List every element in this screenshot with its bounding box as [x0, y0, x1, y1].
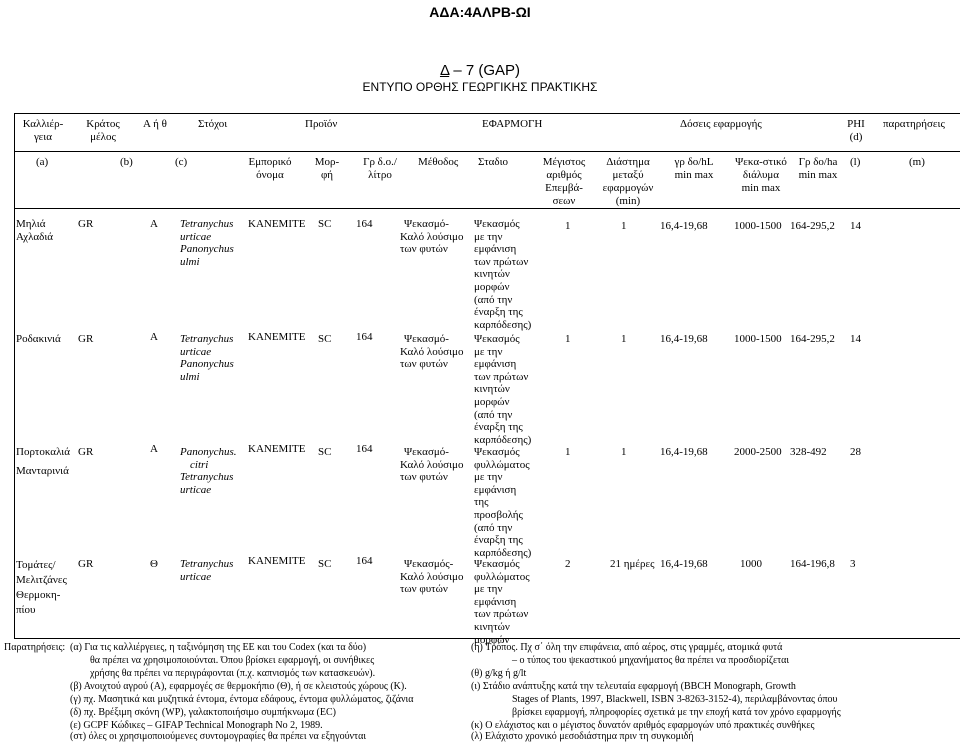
row-crop: Ροδακινιά	[16, 333, 61, 345]
row-gr-ha: 164-196,8	[790, 558, 835, 570]
title-delta: Δ	[439, 62, 450, 79]
row-spray-volume: 1000-1500	[734, 333, 782, 345]
note-right-2: – ο τύπος του ψεκαστικού μηχανήματος θα πρέπει να προσδιορίζεται	[512, 655, 790, 666]
row-crop: Μηλιά Αχλαδιά	[16, 218, 54, 243]
sub-m: (m)	[909, 156, 925, 168]
row-state: GR	[78, 446, 94, 458]
row-crop: Πορτοκαλιά Μανταρινιά	[16, 446, 70, 477]
row-gr-hl: 16,4-19,68	[660, 446, 708, 458]
row-gr-hl: 16,4-19,68	[660, 220, 708, 232]
row-trade-name: KANEMITE	[248, 331, 306, 343]
row-gr-hl: 16,4-19,68	[660, 333, 708, 345]
row-state: GR	[78, 333, 94, 345]
row-form: SC	[318, 333, 332, 345]
sub-trade-name: Εμπορικό όνομα	[248, 156, 292, 181]
table-left-rule	[14, 113, 15, 638]
row-method: Ψεκασμό- Καλό λούσιμο των φυτών	[400, 218, 464, 256]
row-max-apps: 1	[565, 446, 571, 458]
sub-l: (l)	[850, 156, 861, 168]
note-left-4: (β) Ανοιχτού αγρού (Α), εφαρμογές σε θερμοκήπιο (Θ), ή σε κλειστούς χώρους (Κ).	[70, 681, 407, 692]
row-interval: 1	[621, 446, 627, 458]
note-right-3: (θ) g/kg ή g/lt	[471, 668, 527, 679]
row-gai: 164	[356, 555, 373, 567]
row-gr-ha: 328-492	[790, 446, 827, 458]
title-rest: – 7 (GAP)	[449, 62, 521, 79]
note-right-1: (η) Τρόπος. Πχ σ΄ όλη την επιφάνεια, από αέρος, στις γραμμές, ατομικά φυτά	[471, 642, 783, 653]
row-targets: Tetranychus urticae Panonychus ulmi	[180, 333, 234, 383]
table-top-rule	[14, 113, 960, 114]
row-method: Ψεκασμός- Καλό λούσιμο των φυτών	[400, 558, 464, 596]
document-title	[0, 62, 960, 79]
col-remarks-header: παρατηρήσεις	[883, 118, 945, 130]
row-trade-name: KANEMITE	[248, 443, 306, 455]
col-targets-header: Στόχοι	[198, 118, 228, 130]
row-crop: Τομάτες/ Μελιτζάνες Θερμοκη- πίου	[16, 559, 67, 616]
row-max-apps: 1	[565, 333, 571, 345]
row-a-or-th: A	[150, 331, 158, 343]
row-form: SC	[318, 218, 332, 230]
col-state-header: Κράτος μέλος	[86, 118, 120, 143]
note-right-4: (ι) Στάδιο ανάπτυξης κατά την τελευταία εφαρμογή (BBCH Monograph, Growth	[471, 681, 796, 692]
row-phi: 28	[850, 446, 861, 458]
row-gr-ha: 164-295,2	[790, 220, 835, 232]
col-product-header: Προϊόν	[305, 118, 338, 130]
col-doses-header: Δόσεις εφαρμογής	[680, 118, 762, 130]
note-left-8: (στ) όλες οι χρησιμοποιούμενες συντομογραφίες θα πρέπει να εξηγούνται	[70, 731, 367, 742]
sub-form: Μορ- φή	[314, 156, 340, 181]
sub-stage: Σταδιο	[478, 156, 509, 168]
row-spray-volume: 1000	[740, 558, 762, 570]
header-bottom-rule	[14, 208, 960, 209]
row-max-apps: 1	[565, 220, 571, 232]
col-crop-header: Καλλιέρ- γεια	[22, 118, 64, 143]
note-right-6: βρίσκει εφαρμογή, πληροφορίες σχετικά με την εποχή κατά τον χρόνο εφαρμογής	[512, 707, 841, 718]
row-interval: 1	[621, 333, 627, 345]
col-application-header: ΕΦΑΡΜΟΓΗ	[482, 118, 543, 130]
row-interval: 1	[621, 220, 627, 232]
row-form: SC	[318, 558, 332, 570]
sub-gr-ha: Γρ δο/ha min max	[798, 156, 838, 181]
row-trade-name: KANEMITE	[248, 218, 306, 230]
header-split-rule	[14, 151, 960, 152]
row-gr-hl: 16,4-19,68	[660, 558, 708, 570]
row-stage: Ψεκασμός φυλλώματος με την εμφάνιση των πρώτων κινητών μορφών	[474, 558, 530, 646]
sub-gai: Γρ δ.ο./ λίτρο	[363, 156, 397, 181]
note-left-3: χρήσης θα πρέπει να περιγράφονται (π.χ. καπνισμός των κατασκευών).	[90, 668, 376, 679]
document-code: ΑΔΑ:4ΑΛΡΒ-ΩΙ	[429, 4, 531, 20]
row-trade-name: KANEMITE	[248, 555, 306, 567]
row-spray-volume: 1000-1500	[734, 220, 782, 232]
row-phi: 14	[850, 220, 861, 232]
document-subtitle: ΕΝΤΥΠΟ ΟΡΘΗΣ ΓΕΩΡΓΙΚΗΣ ΠΡΑΚΤΙΚΗΣ	[362, 80, 598, 94]
note-left-2: θα πρέπει να χρησιμοποιούνται. Όπου βρίσκει εφαρμογή, οι συνήθικες	[90, 655, 375, 666]
sub-gr-hl: γρ δο/hL min max	[674, 156, 714, 181]
row-a-or-th: A	[150, 443, 158, 455]
notes-label: Παρατηρήσεις:	[4, 642, 66, 653]
row-gai: 164	[356, 218, 373, 230]
sub-b: (b)	[120, 156, 133, 168]
row-gai: 164	[356, 331, 373, 343]
row-a-or-th: A	[150, 218, 158, 230]
row-targets: Tetranychus urticae	[180, 558, 234, 583]
sub-max-apps: Μέγιστος αριθμός Επεμβά- σεων	[542, 156, 586, 207]
note-left-1: (α) Για τις καλλιέργειες, η ταξινόμηση της ΕΕ και του Codex (και τα δύο)	[70, 642, 367, 653]
sub-interval: Διάστημα μεταξύ εφαρμογών (min)	[602, 156, 654, 207]
sub-spray-volume: Ψεκα-στικό διάλυμα min max	[735, 156, 787, 194]
row-gr-ha: 164-295,2	[790, 333, 835, 345]
sub-a: (a)	[36, 156, 49, 168]
row-gai: 164	[356, 443, 373, 455]
col-phi-header: PHI (d)	[847, 118, 865, 143]
row-interval: 21 ημέρες	[610, 558, 655, 570]
row-phi: 3	[850, 558, 856, 570]
note-left-7: (ε) GCPF Κώδικες – GIFAP Technical Monograph No 2, 1989.	[70, 720, 323, 731]
row-spray-volume: 2000-2500	[734, 446, 782, 458]
row-state: GR	[78, 558, 94, 570]
col-a-or-th-header: Α ή θ	[143, 118, 167, 130]
row-method: Ψεκασμό- Καλό λούσιμο των φυτών	[400, 333, 464, 371]
note-right-5: Stages of Plants, 1997, Blackwell, ISBN 3-8263-3152-4), περιλαμβάνοντας όπου	[512, 694, 838, 705]
row-max-apps: 2	[565, 558, 571, 570]
row-form: SC	[318, 446, 332, 458]
sub-method: Μέθοδος	[418, 156, 459, 168]
row-stage: Ψεκασμός με την εμφάνιση των πρώτων κινητών μορφών (από την έναρξη της καρπόδεσης)	[474, 218, 532, 331]
row-targets: Panonychus. citri Tetranychus urticae	[180, 446, 237, 496]
row-a-or-th: Θ	[150, 558, 158, 570]
row-stage: Ψεκασμός φυλλώματος με την εμφάνιση της προσβολής (από την έναρξη της καρπόδεσης)	[474, 446, 532, 559]
sub-c: (c)	[175, 156, 188, 168]
row-stage: Ψεκασμός με την εμφάνιση των πρώτων κινητών μορφών (από την έναρξη της καρπόδεσης)	[474, 333, 532, 446]
note-right-7: (κ) Ο ελάχιστος και ο μέγιστος δυνατόν αριθμός εφαρμογών υπό πρακτικές συνθήκες	[471, 720, 815, 731]
note-left-5: (γ) πχ. Μασητικά και μυζητικά έντομα, έντομα εδάφους, έντομα φυλλώματος, ζιζάνια	[70, 694, 414, 705]
row-targets: Tetranychus urticae Panonychus ulmi	[180, 218, 234, 268]
row-state: GR	[78, 218, 94, 230]
row-phi: 14	[850, 333, 861, 345]
note-right-8: (λ) Ελάχιστο χρονικό μεσοδιάστημα πριν τη συγκομιδή	[471, 731, 694, 742]
note-left-6: (δ) πχ. Βρέξιμη σκόνη (WP), γαλακτοποιήσιμο συμπήκνωμα (EC)	[70, 707, 336, 718]
row-method: Ψεκασμό- Καλό λούσιμο των φυτών	[400, 446, 464, 484]
